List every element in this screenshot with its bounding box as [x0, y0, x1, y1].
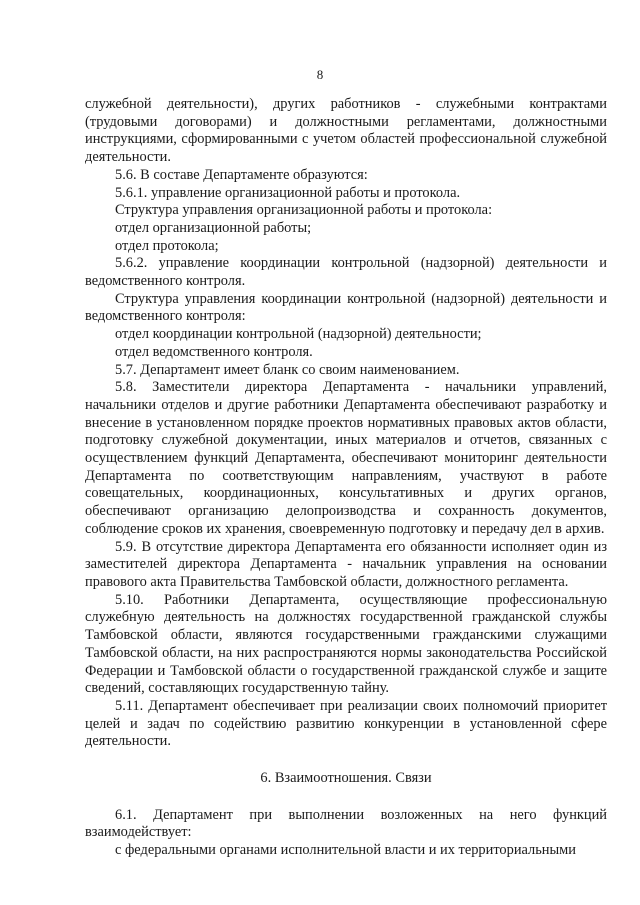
paragraph: 5.7. Департамент имеет бланк со своим наименованием. [115, 361, 460, 378]
document-body [85, 96, 607, 860]
paragraph: отдел координации контрольной (надзорной) деятельности; [115, 326, 482, 343]
paragraph: 5.11. Департамент обеспечивает при реализации своих полномочий приоритет целей и задач по содействию развитию конкуренции в установленной сфере деятельности. [85, 697, 607, 750]
paragraph: Структура управления организационной работы и протокола: [115, 202, 493, 219]
page-number: 8 [316, 67, 324, 82]
paragraph: отдел протокола; [115, 237, 219, 254]
paragraph: Структура управления координации контрольной (надзорной) деятельности и ведомственного контроля: [85, 290, 607, 325]
paragraph: служебной деятельности), других работников - служебными контрактами (трудовыми договорами) и должностными регламентами, должностными инструкциями, сформированными с учетом областей профессиональной служебной деятельности. [85, 96, 607, 166]
paragraph: 5.9. В отсутствие директора Департамента его обязанности исполняет один из заместителей директора Департамента - начальник управления на основании правового акта Правительства Тамбовской области, должностного регламента. [85, 538, 607, 590]
paragraph: отдел организационной работы; [115, 219, 312, 236]
paragraph: 5.6.2. управление координации контрольной (надзорной) деятельности и ведомственного контроля. [85, 255, 607, 290]
paragraph: 5.6.1. управление организационной работы и протокола. [115, 184, 461, 201]
paragraph: 5.10. Работники Департамента, осуществляющие профессиональную служебную деятельность на должностях государственной гражданской службы Тамбовской области, являются государственными гражданскими служащими Тамбовской области, на них распространяются нормы законодательства Российской Федерации и Тамбовской области о государственной гражданской службе и защите сведений, составляющих государственную тайну. [85, 591, 607, 697]
section-heading: 6. Взаимоотношения. Связи [260, 770, 432, 787]
paragraph: 5.6. В составе Департаменте образуются: [115, 166, 368, 183]
paragraph: отдел ведомственного контроля. [115, 343, 313, 360]
paragraph: с федеральными органами исполнительной власти и их территориальными [115, 842, 576, 859]
paragraph: 6.1. Департамент при выполнении возложенных на него функций взаимодействует: [85, 806, 607, 841]
paragraph: 5.8. Заместители директора Департамента - начальники управлений, начальники отделов и другие работники Департамента обеспечивают разработку и внесение в установленном порядке проектов нормативных правовых актов области, подготовку служебной документации, иных материалов и отчетов, связанных с осуществлением функций Департамента, обеспечивают мониторинг деятельности Департамента по соответствующим направлениям, участвуют в работе совещательных, координационных, консультативных и других органов, обеспечивают организацию делопроизводства и сохранность документов, соблюдение сроков их хранения, своевременную подготовку и передачу дел в архив. [85, 379, 607, 537]
